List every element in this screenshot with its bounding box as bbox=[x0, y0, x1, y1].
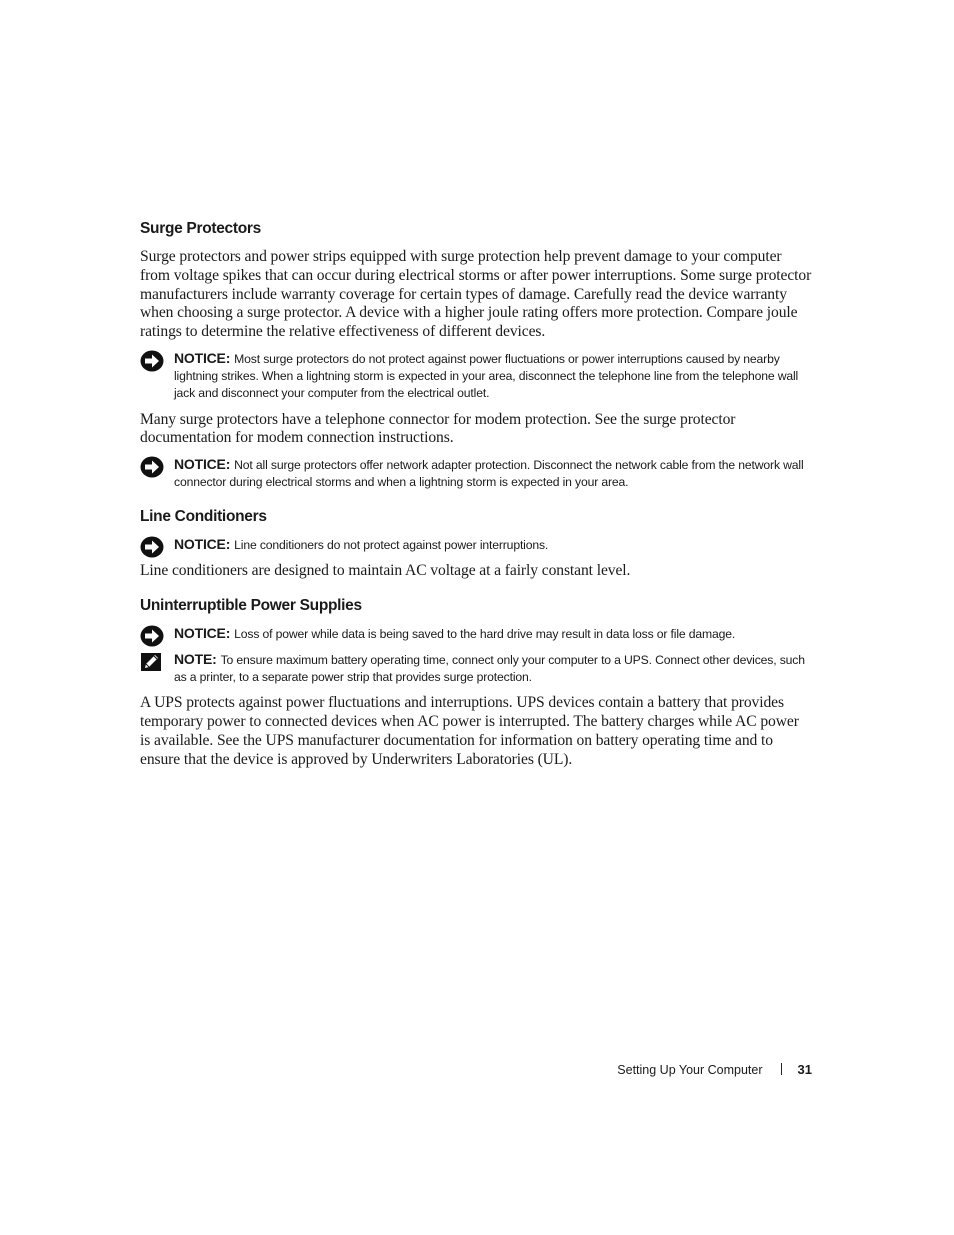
section-heading-surge-protectors: Surge Protectors bbox=[140, 220, 261, 237]
paragraph-ups: A UPS protects against power fluctuations and interruptions. UPS devices contain a battery that provides temporary power to connected devices when AC power is interrupted. The battery charges while AC power is available. See the UPS manufacturer documentation for information on battery operating time and to ensure that the device is approved by Underwriters Laboratories (UL). bbox=[140, 694, 799, 768]
section-heading-ups: Uninterruptible Power Supplies bbox=[140, 596, 362, 614]
notice-block bbox=[140, 625, 812, 643]
notice-arrow-icon bbox=[140, 536, 164, 558]
note-pencil-icon bbox=[140, 651, 164, 673]
notice-block bbox=[140, 350, 812, 403]
paragraph-line-conditioners: Line conditioners are designed to maintain AC voltage at a fairly constant level. bbox=[140, 561, 631, 579]
section-heading-line-conditioners: Line Conditioners bbox=[140, 507, 267, 525]
notice-text: Most surge protectors do not protect against power fluctuations or power interruptions caused by nearby lightning strikes. When a lightning storm is expected in your area, disconnect the telephone line from the telephone wall jack and disconnect your computer from the electrical outlet. bbox=[174, 351, 799, 401]
notice-block bbox=[140, 536, 812, 554]
notice-arrow-icon bbox=[140, 625, 164, 647]
page-number: 31 bbox=[797, 1062, 812, 1077]
paragraph-surge-modem: Many surge protectors have a telephone connector for modem protection. See the surge protector documentation for modem connection instructions. bbox=[140, 410, 736, 447]
footer-divider bbox=[781, 1063, 782, 1075]
note-block bbox=[140, 651, 812, 686]
footer-chapter-title: Setting Up Your Computer bbox=[617, 1063, 763, 1077]
notice-label: NOTICE: bbox=[174, 456, 231, 473]
paragraph-surge-intro: Surge protectors and power strips equipped with surge protection help prevent damage to your computer from voltage spikes that can occur during electrical storms or after power interruptions. Some surge protector manufacturers include warranty coverage for certain types of damage. Carefully read the device warranty when choosing a surge protector. A device with a higher joule rating offers more protection. Compare joule ratings to determine the relative effectiveness of different devices. bbox=[140, 248, 812, 341]
notice-text: Line conditioners do not protect against power interruptions. bbox=[234, 537, 549, 552]
notice-label: NOTICE: bbox=[174, 624, 231, 641]
notice-label: NOTICE: bbox=[174, 349, 231, 366]
note-text: To ensure maximum battery operating time, connect only your computer to a UPS. Connect other devices, such as a printer, to a separate power strip that provides surge protection. bbox=[174, 652, 805, 684]
notice-label: NOTICE: bbox=[174, 535, 231, 552]
note-label: NOTE: bbox=[174, 650, 217, 667]
notice-text: Loss of power while data is being saved to the hard drive may result in data loss or file damage. bbox=[234, 626, 736, 641]
notice-block bbox=[140, 456, 812, 491]
notice-arrow-icon bbox=[140, 456, 164, 478]
notice-text: Not all surge protectors offer network adapter protection. Disconnect the network cable from the network wall connector during electrical storms and when a lightning storm is expected in your area. bbox=[174, 458, 804, 490]
page-content bbox=[140, 218, 812, 777]
notice-arrow-icon bbox=[140, 350, 164, 372]
page-footer bbox=[560, 1061, 812, 1079]
